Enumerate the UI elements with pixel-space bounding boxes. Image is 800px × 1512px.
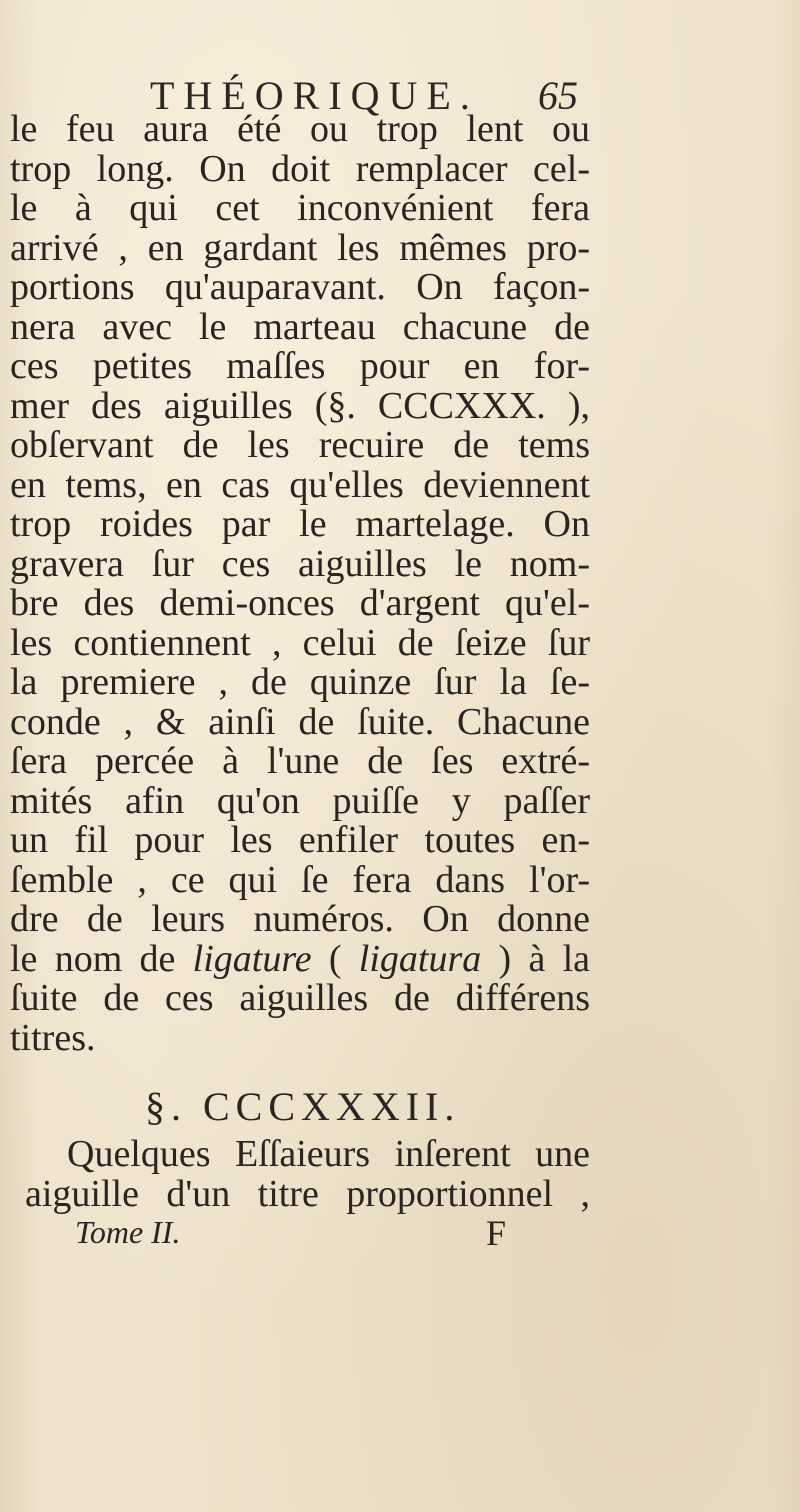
text-line: le feu aura été ou trop lent ou [10, 108, 590, 150]
text-line: ſemble , ce qui ſe fera dans l'or- [10, 858, 590, 901]
text-fragment: le nom de [10, 937, 193, 980]
volume-label: Tome II. [75, 1214, 181, 1250]
text-line: aiguille d'un titre proportionnel , [25, 1172, 590, 1215]
text-line: bre des demi-onces d'argent qu'el- [10, 582, 590, 624]
text-line: titres. [10, 1016, 96, 1059]
text-line: trop roides par le martelage. On [10, 503, 590, 545]
text-line: conde , & ainſi de ſuite. Chacune [10, 700, 590, 743]
text-line: ſuite de ces aiguilles de différens [10, 977, 590, 1019]
text-line: en tems, en cas qu'elles deviennent [10, 463, 590, 506]
text-line: ſera percée à l'une de ſes extré- [10, 740, 590, 782]
paragraph-2 [25, 1135, 590, 1214]
text-line: un fil pour les enfiler toutes en- [10, 819, 590, 861]
running-title: THÉORIQUE. [150, 73, 479, 118]
page-number: 65 [538, 73, 578, 118]
text-line: mités afin qu'on puiſſe y paſſer [10, 779, 590, 822]
text-line: les contiennent , celui de ſeize ſur [10, 621, 590, 664]
text-line: dre de leurs numéros. On donne [10, 898, 590, 940]
text-line-ligature [10, 937, 590, 980]
text-fragment: ) à la [481, 937, 590, 980]
text-fragment: ( [311, 937, 359, 980]
text-line: ces petites maſſes pour en for- [10, 345, 590, 387]
text-line: arrivé , en gardant les mêmes pro- [10, 226, 590, 269]
section-heading: §. CCCXXXII. [145, 1084, 461, 1129]
signature-mark: F [486, 1213, 507, 1253]
term-ligature: ligature [192, 937, 312, 980]
text-line: le à qui cet inconvénient fera [10, 187, 590, 229]
text-line: Quelques Eſſaieurs inſerent une [67, 1133, 590, 1175]
text-line: gravera ſur ces aiguilles le nom- [10, 542, 590, 585]
text-line: trop long. On doit remplacer cel- [10, 147, 590, 190]
text-line: nera avec le marteau chacune de [10, 305, 590, 348]
text-line: la premiere , de quinze ſur la ſe- [10, 661, 590, 703]
paragraph-1 [10, 110, 590, 1058]
text-line: obſervant de les recuire de tems [10, 424, 590, 466]
term-ligatura: ligatura [358, 937, 482, 980]
text-line: portions qu'auparavant. On façon- [10, 266, 590, 308]
text-line: mer des aiguilles (§. CCCXXX. ), [10, 384, 590, 427]
